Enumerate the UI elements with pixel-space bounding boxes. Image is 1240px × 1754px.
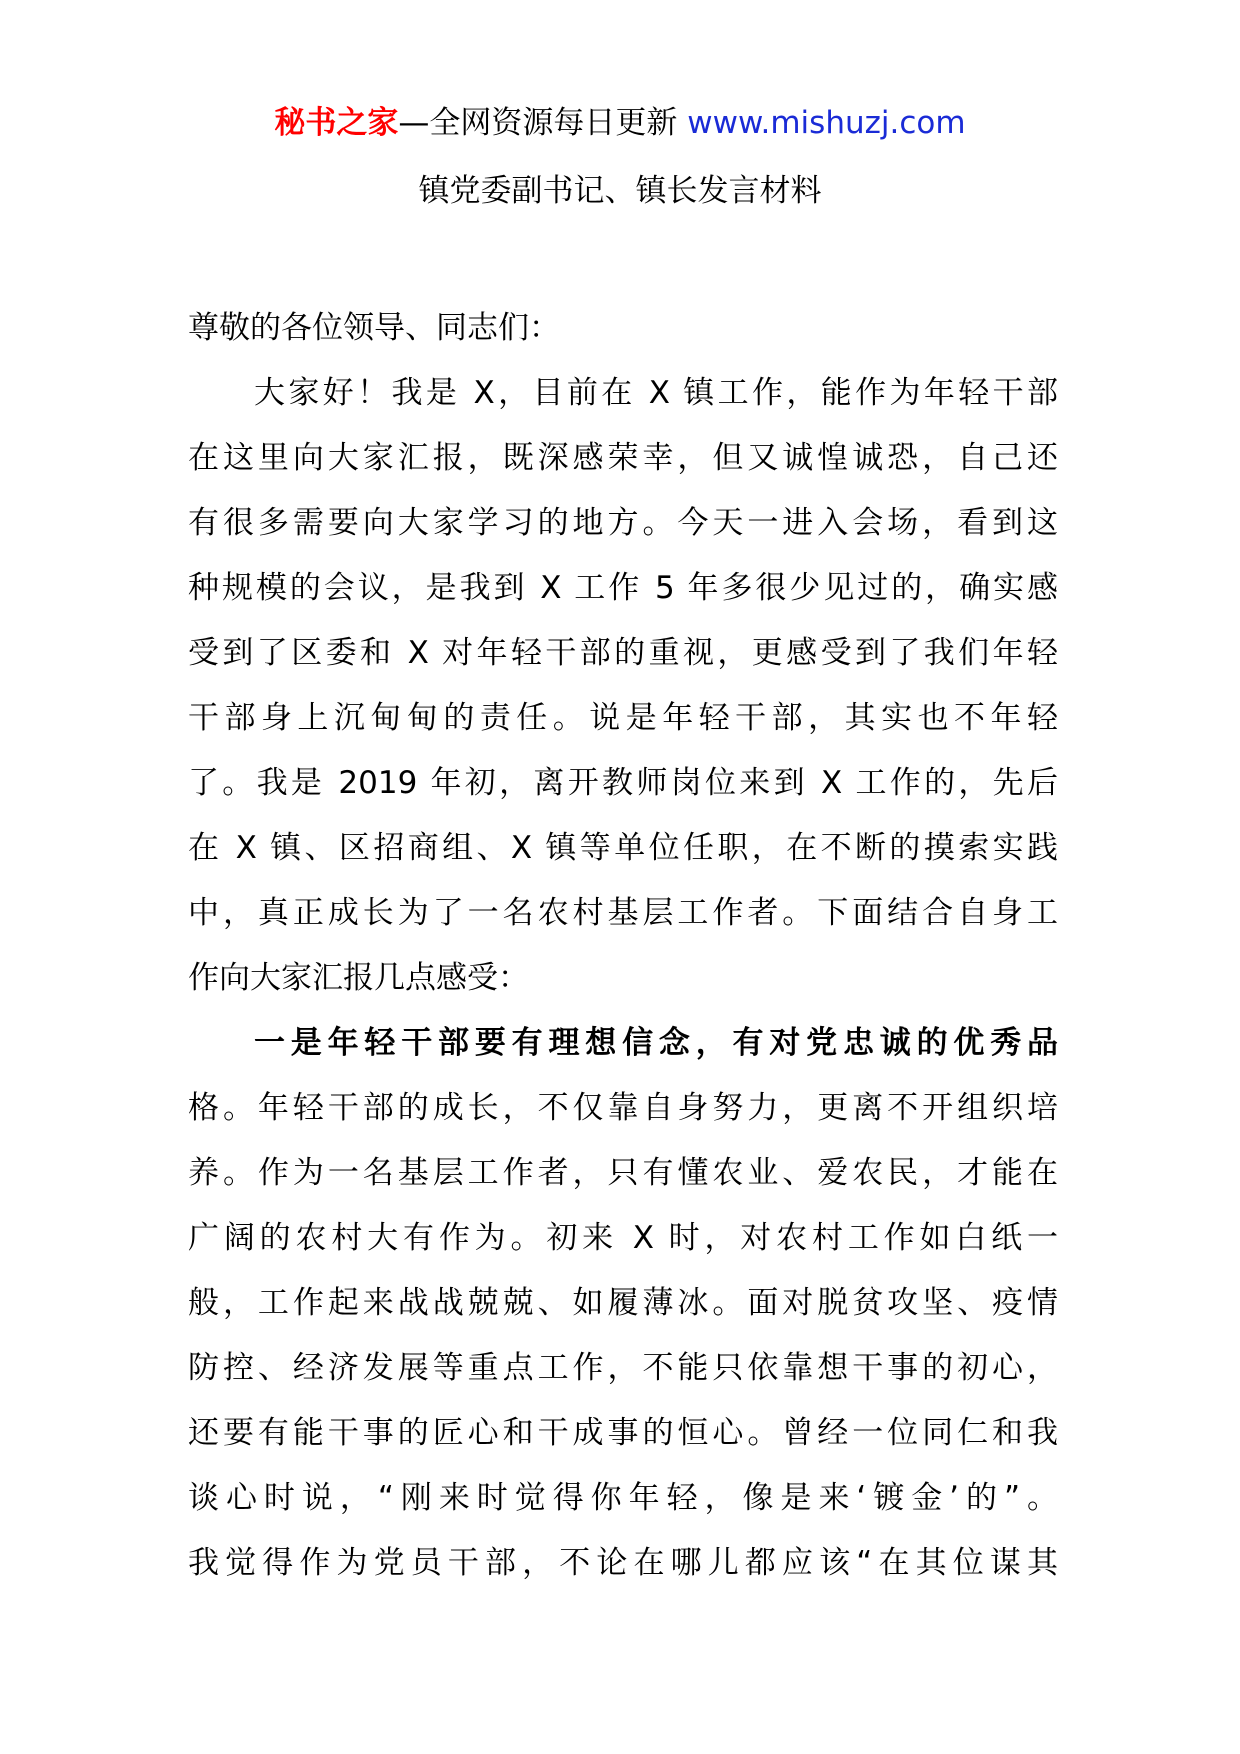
paragraph-1 bbox=[188, 361, 1058, 1011]
paragraph-line: 作向大家汇报几点感受： bbox=[188, 960, 529, 996]
paragraph-line: 我觉得作为党员干部，不论在哪儿都应该“在其位谋其 bbox=[188, 1545, 1058, 1581]
paragraph-line: 有很多需要向大家学习的地方。今天一进入会场，看到这 bbox=[188, 505, 1058, 541]
paragraph-line: 受到了区委和 X 对年轻干部的重视，更感受到了我们年轻 bbox=[188, 635, 1058, 671]
site-slogan: —全网资源每日更新 bbox=[398, 105, 688, 141]
paragraph-line: 广阔的农村大有作为。初来 X 时，对农村工作如白纸一 bbox=[188, 1220, 1058, 1256]
paragraph-line: 种规模的会议，是我到 X 工作 5 年多很少见过的，确实感 bbox=[188, 570, 1058, 606]
site-url-link[interactable]: www.mishuzj.com bbox=[687, 105, 966, 141]
paragraph-line: 在这里向大家汇报，既深感荣幸，但又诚惶诚恐，自己还 bbox=[188, 440, 1058, 476]
document-body bbox=[188, 296, 1058, 1596]
paragraph-line: 中，真正成长为了一名农村基层工作者。下面结合自身工 bbox=[188, 895, 1058, 931]
paragraph-line: 在 X 镇、区招商组、X 镇等单位任职，在不断的摸索实践 bbox=[188, 830, 1058, 866]
paragraph-line: 般，工作起来战战兢兢、如履薄冰。面对脱贫攻坚、疫情 bbox=[188, 1285, 1058, 1321]
site-header bbox=[0, 98, 1240, 148]
paragraph-line: 还要有能干事的匠心和干成事的恒心。曾经一位同仁和我 bbox=[188, 1415, 1058, 1451]
paragraph-line: 防控、经济发展等重点工作，不能只依靠想干事的初心， bbox=[188, 1350, 1058, 1386]
salutation: 尊敬的各位领导、同志们： bbox=[188, 310, 560, 346]
paragraph-line: 了。我是 2019 年初，离开教师岗位来到 X 工作的，先后 bbox=[188, 765, 1058, 801]
paragraph-2 bbox=[188, 1011, 1058, 1596]
paragraph-line: 养。作为一名基层工作者，只有懂农业、爱农民，才能在 bbox=[188, 1155, 1058, 1191]
paragraph-lead-sentence: 一是年轻干部要有理想信念，有对党忠诚的优秀品 bbox=[254, 1025, 1058, 1061]
paragraph-line: 格。年轻干部的成长，不仅靠自身努力，更离不开组织培 bbox=[188, 1090, 1058, 1126]
document-title: 镇党委副书记、镇长发言材料 bbox=[418, 173, 822, 209]
paragraph-line: 谈心时说，“刚来时觉得你年轻，像是来‘镀金’的”。 bbox=[188, 1480, 1058, 1516]
paragraph-line: 干部身上沉甸甸的责任。说是年轻干部，其实也不年轻 bbox=[188, 700, 1058, 736]
paragraph-line: 大家好！我是 X，目前在 X 镇工作，能作为年轻干部 bbox=[254, 375, 1058, 411]
site-brand: 秘书之家 bbox=[274, 105, 399, 141]
